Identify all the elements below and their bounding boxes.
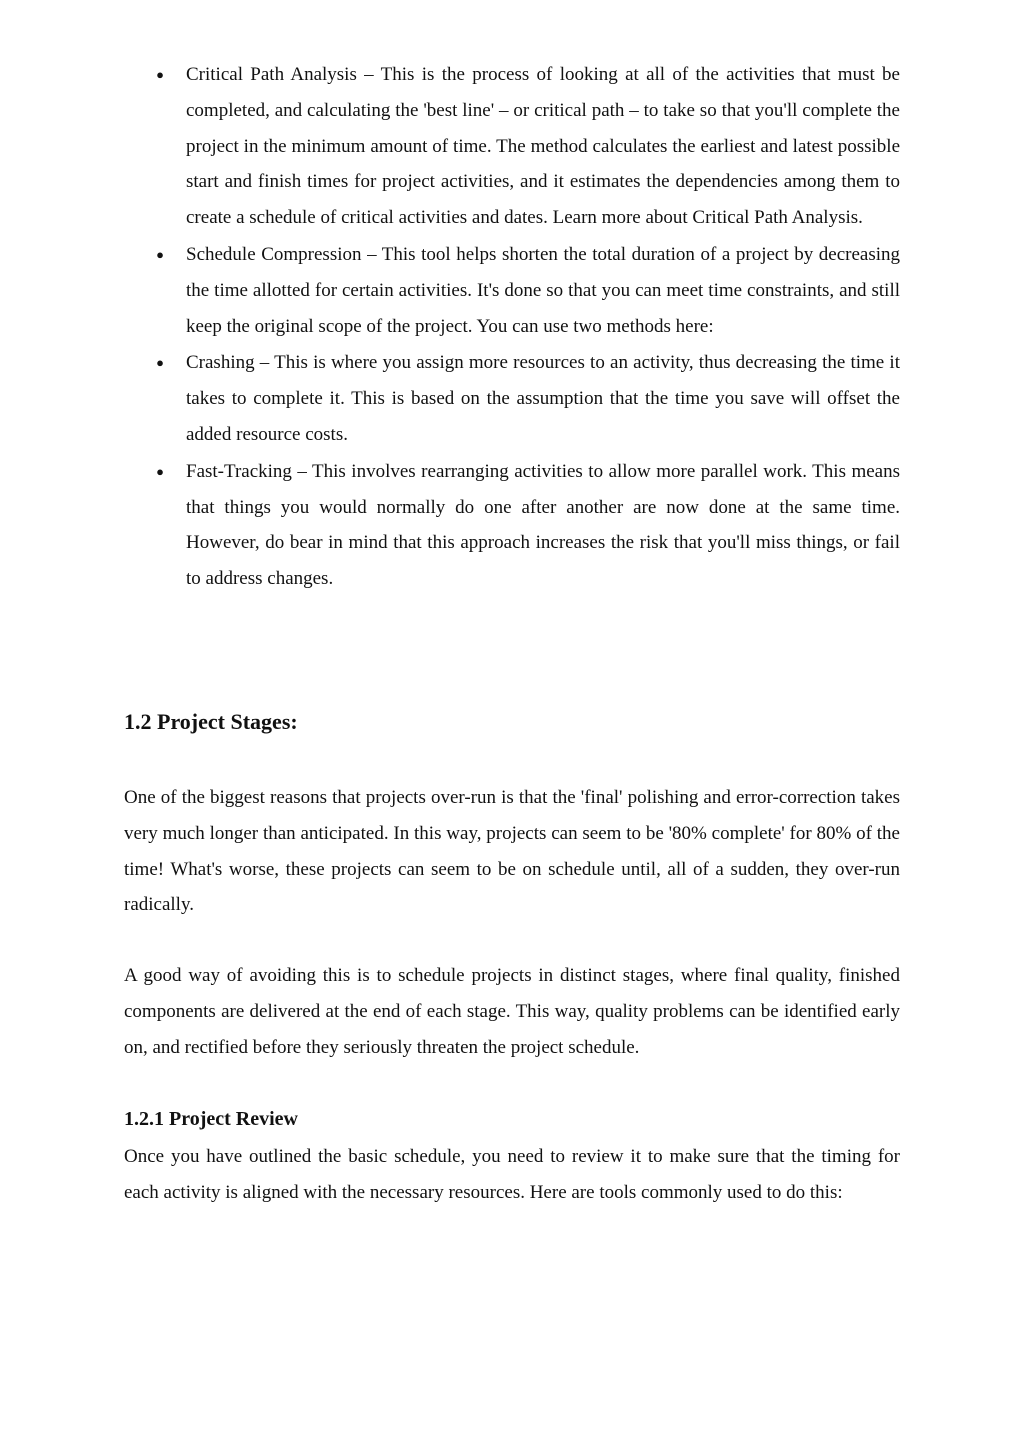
list-item (124, 57, 900, 236)
bullet-text: Fast-Tracking – This involves rearranging activities to allow more parallel work. This means that things you would normally do one after another are now done at the same time. However, do bear in mind that this approach increases the risk that you'll miss things, or fail to address changes. (186, 460, 900, 590)
tools-bullet-list (124, 57, 900, 598)
bullet-icon: ● (156, 246, 164, 262)
list-item (124, 345, 900, 452)
section-heading-project-stages: 1.2 Project Stages: (124, 709, 298, 734)
bullet-text: Crashing – This is where you assign more resources to an activity, thus decreasing the time it takes to complete it. This is based on the assumption that the time you save will offset the added resource costs. (186, 352, 900, 445)
paragraph-overrun: One of the biggest reasons that projects over-run is that the 'final' polishing and error-correction takes very much longer than anticipated. In this way, projects can seem to be '80% complete' for 80% of the time! What's worse, these projects can seem to be on schedule until, all of a sudden, they over-run radically. (124, 787, 900, 916)
subsection-heading-project-review: 1.2.1 Project Review (124, 1108, 299, 1130)
bullet-icon: ● (156, 67, 164, 82)
bullet-icon: ● (156, 355, 164, 371)
paragraph-staging: A good way of avoiding this is to schedule projects in distinct stages, where final quality, finished components are delivered at the end of each stage. This way, quality problems can be identified early on, and rectified before they seriously threaten the project schedule. (124, 965, 900, 1058)
bullet-icon: ● (156, 463, 164, 479)
paragraph-project-review: Once you have outlined the basic schedule, you need to review it to make sure that the timing for each activity is aligned with the necessary resources. Here are tools commonly used to do this: (124, 1146, 900, 1203)
bullet-text: Critical Path Analysis – This is the process of looking at all of the activities that must be completed, and calculating the 'best line' – or critical path – to take so that you'll complete the project in the minimum amount of time. The method calculates the earliest and latest possible start and finish times for project activities, and it estimates the dependencies among them to create a schedule of critical activities and dates. Learn more about Critical Path Analysis. (186, 64, 900, 229)
bullet-text: Schedule Compression – This tool helps shorten the total duration of a project by decreasing the time allotted for certain activities. It's done so that you can meet time constraints, and still keep the original scope of the project. You can use two methods here: (186, 243, 900, 337)
list-item (124, 454, 900, 597)
list-item (124, 237, 900, 344)
